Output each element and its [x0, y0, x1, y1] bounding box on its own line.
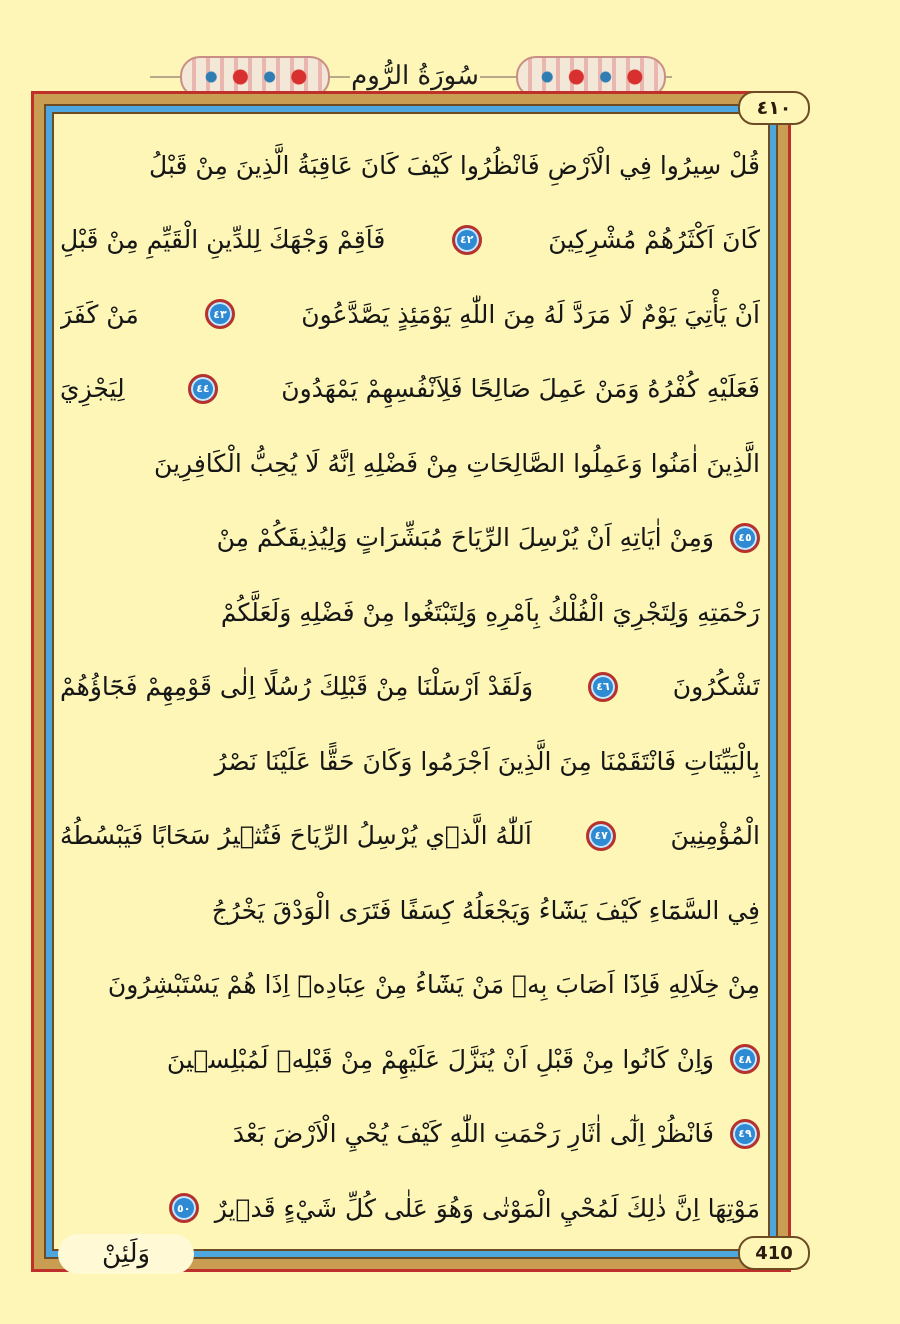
catchword: وَلَئِنْ — [58, 1234, 194, 1274]
verse-line — [60, 1097, 760, 1172]
verse-text: مَوْتِهَا اِنَّ ذٰلِكَ لَمُحْيِ الْمَوْتٰى وَهُوَ عَلٰى كُلِّ شَيْءٍ قَد۪يرٌ — [214, 1193, 760, 1223]
verse-text: وَاِنْ كَانُوا مِنْ قَبْلِ اَنْ يُنَزَّلَ عَلَيْهِمْ مِنْ قَبْلِه۪ لَمُبْلِس۪ينَ — [166, 1044, 714, 1074]
ayah-number-marker: ٤٤ — [188, 374, 218, 404]
verse-text: فَانْظُرْ اِلٰٓى اٰثَارِ رَحْمَتِ اللّٰهِ كَيْفَ يُحْيِ الْاَرْضَ بَعْدَ — [232, 1119, 714, 1149]
verse-lines — [60, 128, 760, 1246]
verse-text: كَانَ اَكْثَرُهُمْ مُشْرِكِينَ — [548, 225, 760, 255]
verse-text: الَّذِينَ اٰمَنُوا وَعَمِلُوا الصَّالِحَاتِ مِنْ فَضْلِهِ اِنَّهُ لَا يُحِبُّ الْكَافِرِينَ — [154, 448, 760, 478]
verse-line — [60, 203, 760, 278]
verse-line — [60, 128, 760, 203]
page-number-top: ٤١٠ — [738, 91, 810, 125]
verse-text: قُلْ سِيرُوا فِي الْاَرْضِ فَانْظُرُوا كَيْفَ كَانَ عَاقِبَةُ الَّذِينَ مِنْ قَبْلُ — [149, 150, 760, 180]
page-number-bottom: 410 — [738, 1236, 810, 1270]
verse-line — [60, 948, 760, 1023]
verse-line — [60, 426, 760, 501]
verse-text: وَمِنْ اٰيَاتِهِ اَنْ يُرْسِلَ الرِّيَاحَ مُبَشِّرَاتٍ وَلِيُذِيقَكُمْ مِنْ — [216, 523, 714, 553]
verse-text: اَنْ يَأْتِيَ يَوْمٌ لَا مَرَدَّ لَهُ مِنَ اللّٰهِ يَوْمَئِذٍ يَصَّدَّعُونَ — [301, 299, 760, 329]
verse-text: لِيَجْزِيَ — [60, 374, 125, 404]
ayah-number-marker: ٤٣ — [205, 299, 235, 329]
verse-text: مِنْ خِلَالِهِ فَاِذَٓا اَصَابَ بِه۪ مَنْ يَشَٓاءُ مِنْ عِبَادِه۪ٓ اِذَا هُمْ يَسْتَبْشِرُونَ — [107, 970, 760, 1000]
verse-line — [60, 873, 760, 948]
verse-text: فِي السَّمَٓاءِ كَيْفَ يَشَٓاءُ وَيَجْعَلُهُ كِسَفًا فَتَرَى الْوَدْقَ يَخْرُجُ — [211, 895, 760, 925]
ayah-number-marker: ٤٨ — [730, 1044, 760, 1074]
verse-text: فَاَقِمْ وَجْهَكَ لِلدِّينِ الْقَيِّمِ مِنْ قَبْلِ — [60, 225, 386, 255]
verse-line — [60, 724, 760, 799]
verse-text: تَشْكُرُونَ — [672, 672, 760, 702]
sura-title: سُورَةُ الرُّومِ — [350, 52, 480, 100]
verse-line — [60, 277, 760, 352]
verse-text: الْمُؤْمِنِينَ — [670, 821, 760, 851]
verse-line — [60, 352, 760, 427]
verse-line — [60, 650, 760, 725]
ayah-number-marker: ٤٦ — [588, 672, 618, 702]
verse-text: رَحْمَتِهِ وَلِتَجْرِيَ الْفُلْكُ بِاَمْرِهِ وَلِتَبْتَغُوا مِنْ فَضْلِهِ وَلَعَلَّكُمْ — [220, 597, 760, 627]
verse-text: اَللّٰهُ الَّذ۪ي يُرْسِلُ الرِّيَاحَ فَتُث۪يرُ سَحَابًا فَيَبْسُطُهُ — [60, 821, 532, 851]
ayah-number-marker: ٥٠ — [169, 1193, 199, 1223]
verse-line — [60, 1022, 760, 1097]
verse-text: فَعَلَيْهِ كُفْرُهُ وَمَنْ عَمِلَ صَالِحًا فَلِاَنْفُسِهِمْ يَمْهَدُونَ — [281, 374, 760, 404]
verse-line — [60, 575, 760, 650]
verse-text: بِالْبَيِّنَاتِ فَانْتَقَمْنَا مِنَ الَّذِينَ اَجْرَمُوا وَكَانَ حَقًّا عَلَيْنَا نَصْرُ — [214, 746, 760, 776]
ayah-number-marker: ٤٩ — [730, 1119, 760, 1149]
ayah-number-marker: ٤٢ — [452, 225, 482, 255]
ayah-number-marker: ٤٧ — [586, 821, 616, 851]
verse-line — [60, 501, 760, 576]
verse-text: وَلَقَدْ اَرْسَلْنَا مِنْ قَبْلِكَ رُسُلًا اِلٰى قَوْمِهِمْ فَجَٓاؤُهُمْ — [60, 672, 534, 702]
verse-text: مَنْ كَفَرَ — [60, 299, 139, 329]
ayah-number-marker: ٤٥ — [730, 523, 760, 553]
verse-line — [60, 799, 760, 874]
